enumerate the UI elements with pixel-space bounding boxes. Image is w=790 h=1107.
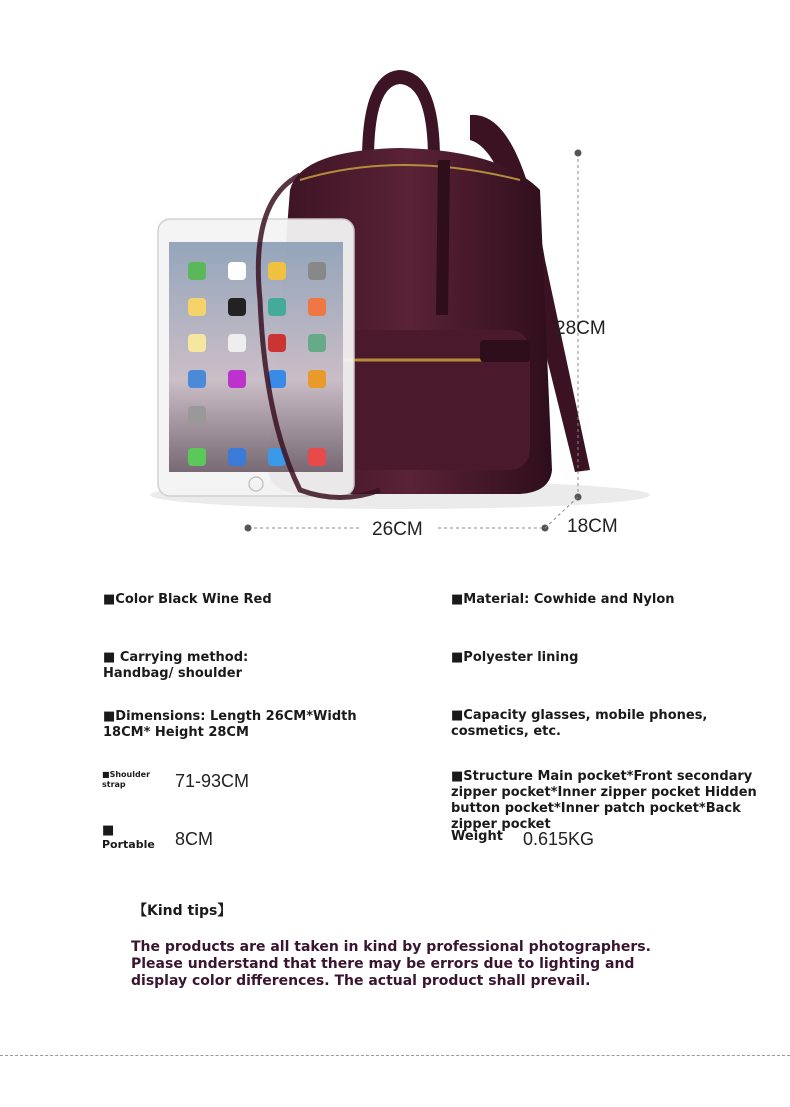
spec-capacity-text: Capacity glasses, mobile phones, cosmetics, etc. (451, 708, 708, 739)
spec-structure-text: Structure Main pocket*Front secondary zipper pocket*Inner zipper pocket Hidden button pocket*Inner patch pocket*Back zipper pocket (451, 769, 757, 832)
spec-weight-value: 0.615KG (523, 829, 595, 849)
spec-capacity: ■Capacity glasses, mobile phones, cosmetics, etc. (451, 708, 708, 739)
spec-material-text: Material: Cowhide and Nylon (463, 592, 675, 607)
zipper-tab (480, 340, 530, 362)
strap-tab (436, 160, 450, 315)
spec-shoulder-strap: ■Shoulder strap (102, 770, 151, 789)
spec-structure: ■Structure Main pocket*Front secondary zipper pocket*Inner zipper pocket Hidden button pocket*Inner patch pocket*Back zipper pocket (451, 769, 757, 832)
spec-lining-text: Polyester lining (463, 650, 579, 665)
footer-divider (0, 1055, 790, 1056)
spec-shoulder-value: 71-93CM (175, 771, 250, 791)
top-handle (362, 70, 440, 160)
spec-carrying-text: Carrying method: Handbag/ shoulder (103, 650, 249, 681)
spec-dimensions: ■Dimensions: Length 26CM*Width 18CM* Height 28CM (103, 709, 357, 740)
spec-portable-label: Portable (102, 838, 155, 851)
spec-dimensions-text: Dimensions: Length 26CM*Width 18CM* Height 28CM (103, 709, 357, 740)
spec-portable: ■ Portable (102, 824, 172, 852)
spec-shoulder-label: Shoulder strap (102, 770, 151, 789)
spec-lining: ■Polyester lining (451, 650, 579, 665)
spec-weight-label: Weight (451, 829, 503, 844)
spec-portable-value: 8CM (175, 829, 214, 849)
spec-color-text: Color Black Wine Red (115, 592, 272, 607)
kind-tips-title: 【Kind tips】 (133, 903, 232, 919)
height-dimension-label: 28CM (555, 318, 606, 339)
depth-dimension-label: 18CM (567, 516, 618, 537)
spec-carrying: ■ Carrying method: Handbag/ shoulder (103, 650, 249, 681)
width-dimension-label: 26CM (372, 519, 423, 540)
kind-tips-body: The products are all taken in kind by professional photographers. Please understand that there may be errors due to lighting and display color differences. The actual product shall prevail. (131, 939, 651, 989)
spec-color: ■Color Black Wine Red (103, 592, 272, 607)
spec-material: ■Material: Cowhide and Nylon (451, 592, 675, 607)
